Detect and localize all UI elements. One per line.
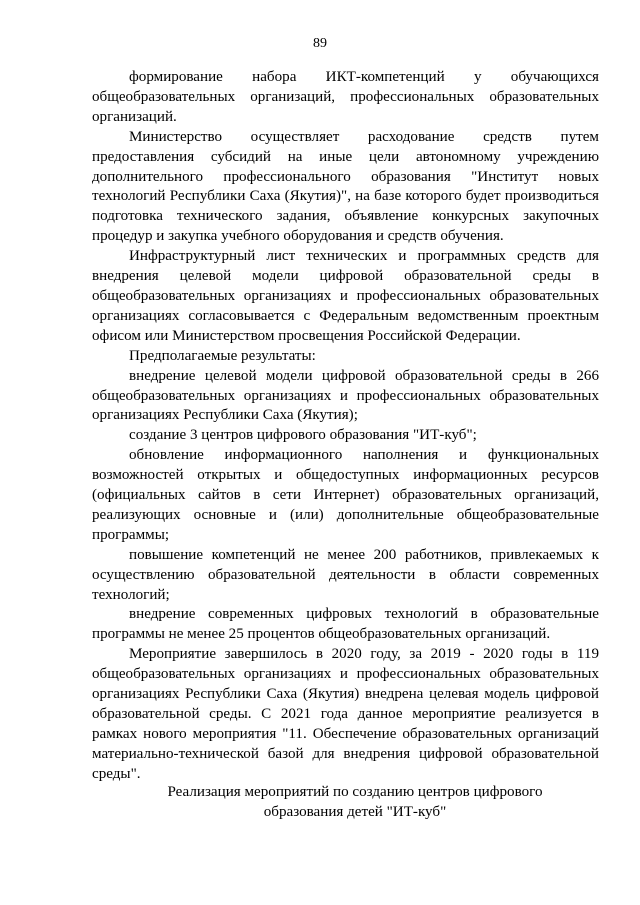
paragraph-event-completed: Мероприятие завершилось в 2020 году, за 2019 - 2020 годы в 119 общеобразовательных организациях и профессиональных образовательных организациях Республики Саха (Якутия) внедрена целевая модель цифровой образовательной среды. С 2021 года данное мероприятие реализуется в рамках нового мероприятия "11. Обеспечение образовательных организаций материально-технической базой для внедрения цифровой образовательной среды". [92,646,599,782]
result-item-information-resources: обновление информационного наполнения и функциональных возможностей открытых и общедоступных информационных ресурсов (официальных сайтов в сети Интернет) образовательных организаций, реализующих основные и (или) дополнительные общеобразовательные программы; [92,447,599,543]
paragraph-infrastructure-list: Инфраструктурный лист технических и программных средств для внедрения целевой модели цифровой образовательной среды в общеобразовательных организациях и профессиональных образовательных организациях согласовывается с Федеральным ведомственным проектным офисом или Министерством просвещения Российской Федерации. [92,248,599,344]
result-item-it-cube-centers: создание 3 центров цифрового образования "ИТ-куб"; [129,427,477,444]
result-item-target-model: внедрение целевой модели цифровой образовательной среды в 266 общеобразовательных организациях и профессиональных образовательных организациях Республики Саха (Якутия); [92,367,599,424]
paragraph-ministry-subsidies: Министерство осуществляет расходование средств путем предоставления субсидий на иные цели автономному учреждению дополнительного профессионального образования "Институт новых технологий Республики Саха (Якутия)", на базе которого будет производиться подготовка технического задания, объявление конкурсных закупочных процедур и закупка учебного оборудования и средств обучения. [92,128,599,245]
result-item-digital-technologies: внедрение современных цифровых технологий в образовательные программы не менее 25 процентов общеобразовательных организаций. [92,606,599,643]
subheading-line: Реализация мероприятий по созданию центров цифрового [167,784,543,800]
paragraph-ict-competencies: формирование набора ИКТ-компетенций у обучающихся общеобразовательных организаций, профессиональных образовательных организаций. [92,69,599,125]
body-text [92,68,599,785]
page-number: 89 [313,36,327,51]
subheading-line: образования детей "ИТ-куб" [263,803,447,820]
result-item-competency-improvement: повышение компетенций не менее 200 работников, привлекаемых к осуществлению образовательной деятельности в области современных технологий; [92,546,599,603]
paragraph-expected-results-heading: Предполагаемые результаты: [129,347,316,364]
section-subheading [150,783,560,823]
